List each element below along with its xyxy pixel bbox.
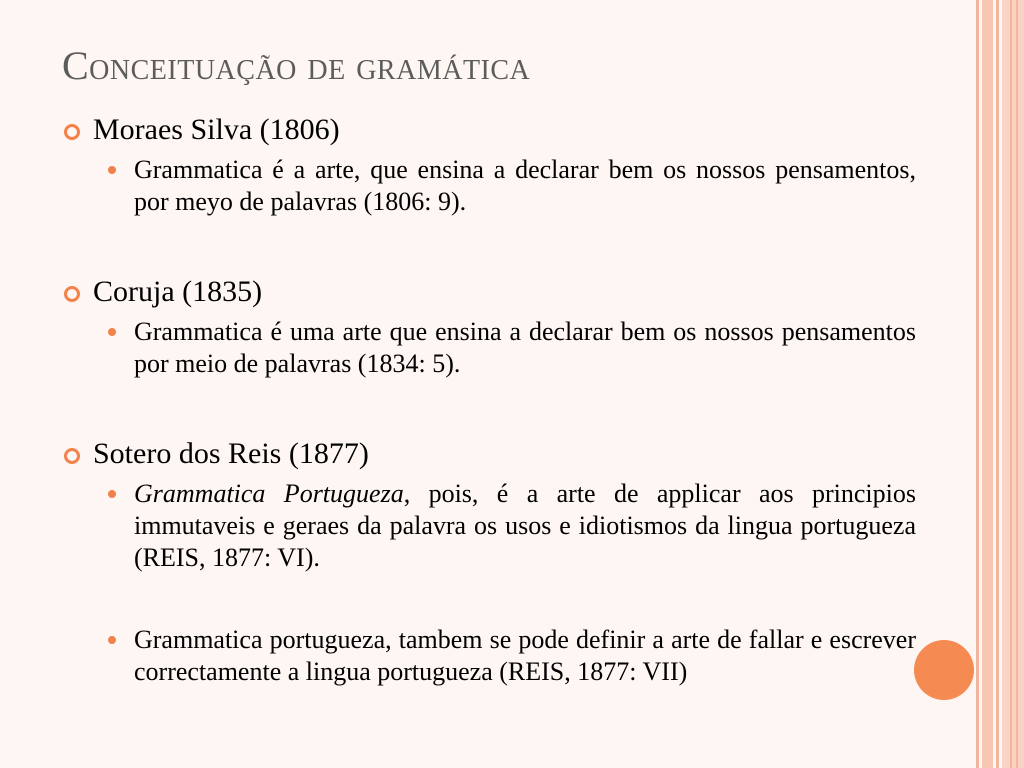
section-heading: Coruja (1835) [93,275,263,308]
decorative-stripe [982,0,993,768]
definition-text: Grammatica Portugueza, pois, é a arte de applicar aos principios immutaveis e geraes da palavra os usos e idiotismos da lingua portugueza (REIS, 1877: VI). [134,479,916,572]
decorative-stripe [1010,0,1012,768]
decorative-stripe [976,0,979,768]
bullet-dot-icon [108,328,116,336]
book-title: Grammatica Portugueza [134,479,404,508]
section-heading: Moraes Silva (1806) [93,113,340,146]
bullet-dot-icon [108,490,116,498]
definition-text: Grammatica é a arte, que ensina a declarar bem os nossos pensamentos, por meyo de palavras (1806: 9). [134,155,916,216]
decorative-stripe [1002,0,1024,768]
decorative-stripe [996,0,999,768]
bullet-dot-icon [108,166,116,174]
ring-bullet-icon [64,286,80,302]
decorative-stripe [1016,0,1018,768]
ring-bullet-icon [64,124,80,140]
decorative-circle [914,640,974,700]
slide-title: Conceituação de gramática [62,43,531,88]
bullet-dot-icon [108,636,116,644]
ring-bullet-icon [64,448,80,464]
definition-text: Grammatica portugueza, tambem se pode definir a arte de fallar e escrever correctamente a lingua portugueza (REIS, 1877: VII) [134,625,916,686]
definition-text: Grammatica é uma arte que ensina a declarar bem os nossos pensamentos por meio de palavras (1834: 5). [134,317,916,378]
section-heading: Sotero dos Reis (1877) [93,437,369,470]
